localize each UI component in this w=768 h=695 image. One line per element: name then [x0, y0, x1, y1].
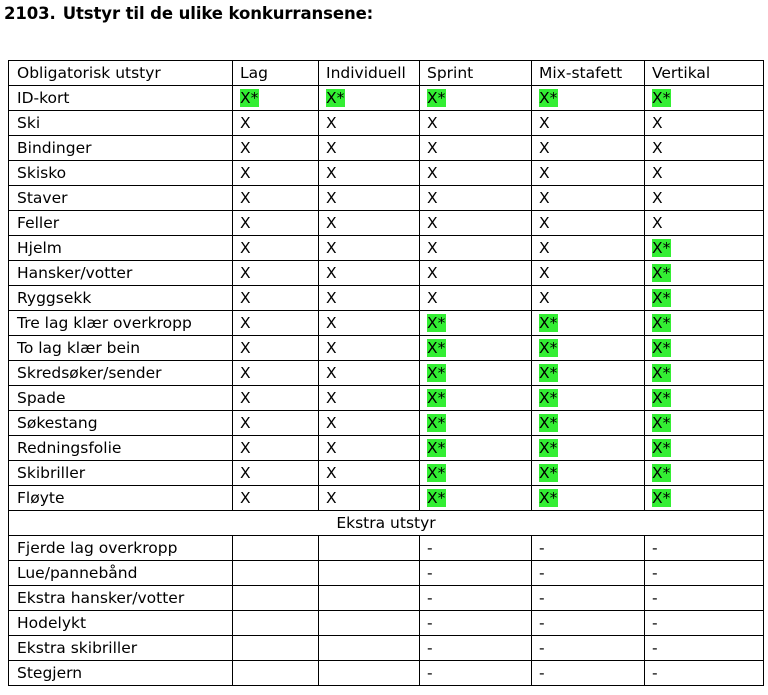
extra-equipment-name: Ekstra hansker/votter [9, 586, 233, 611]
section-number: 2103. [4, 4, 56, 23]
requirement-mark-highlighted: X* [539, 464, 558, 482]
requirement-cell [420, 261, 532, 286]
requirement-cell [319, 311, 420, 336]
col-header-lag: Lag [233, 61, 319, 86]
table-row [9, 86, 764, 111]
requirement-cell [532, 236, 645, 261]
requirement-mark: X [240, 389, 251, 407]
requirement-cell [319, 261, 420, 286]
requirement-mark-highlighted: X* [652, 439, 671, 457]
extra-requirement-cell: - [532, 661, 645, 686]
table-row [9, 536, 764, 561]
extra-requirement-cell: - [420, 536, 532, 561]
requirement-mark-highlighted: X* [427, 439, 446, 457]
requirement-mark: X [427, 264, 438, 282]
table-row [9, 411, 764, 436]
requirement-mark-highlighted: X* [427, 314, 446, 332]
requirement-cell [532, 136, 645, 161]
requirement-cell [420, 336, 532, 361]
requirement-cell [233, 311, 319, 336]
extra-requirement-cell: - [532, 586, 645, 611]
extra-requirement-cell [319, 636, 420, 661]
requirement-cell [420, 86, 532, 111]
requirement-cell [233, 136, 319, 161]
requirement-mark-highlighted: X* [427, 89, 446, 107]
requirement-mark: X [427, 239, 438, 257]
requirement-mark: X [539, 289, 550, 307]
requirement-cell [420, 461, 532, 486]
requirement-mark: X [326, 139, 337, 157]
extra-requirement-cell [319, 611, 420, 636]
requirement-cell [532, 486, 645, 511]
requirement-mark: X [326, 414, 337, 432]
requirement-cell [532, 86, 645, 111]
equipment-name: Hjelm [9, 236, 233, 261]
equipment-name: Redningsfolie [9, 436, 233, 461]
requirement-mark: X [539, 114, 550, 132]
requirement-mark: X [240, 339, 251, 357]
mandatory-equipment-body [9, 86, 764, 511]
requirement-cell [233, 161, 319, 186]
equipment-name: Skisko [9, 161, 233, 186]
extra-requirement-cell: - [420, 586, 532, 611]
requirement-cell [319, 86, 420, 111]
requirement-cell [420, 236, 532, 261]
requirement-mark-highlighted: X* [652, 389, 671, 407]
equipment-name: Fløyte [9, 486, 233, 511]
requirement-cell [233, 336, 319, 361]
requirement-cell [319, 186, 420, 211]
requirement-mark-highlighted: X* [652, 289, 671, 307]
requirement-mark: X [240, 239, 251, 257]
requirement-cell [532, 461, 645, 486]
requirement-mark-highlighted: X* [652, 264, 671, 282]
requirement-cell [532, 386, 645, 411]
equipment-name: Skibriller [9, 461, 233, 486]
equipment-table [8, 60, 764, 686]
table-row [9, 161, 764, 186]
equipment-name: Ryggsekk [9, 286, 233, 311]
requirement-mark: X [427, 114, 438, 132]
table-row [9, 661, 764, 686]
requirement-cell [420, 286, 532, 311]
table-row [9, 486, 764, 511]
requirement-mark: X [539, 214, 550, 232]
extra-equipment-name: Lue/pannebånd [9, 561, 233, 586]
requirement-cell [645, 236, 764, 261]
requirement-cell [532, 211, 645, 236]
requirement-mark: X [539, 164, 550, 182]
extra-equipment-body [9, 536, 764, 686]
requirement-cell [319, 236, 420, 261]
requirement-mark: X [326, 489, 337, 507]
requirement-mark-highlighted: X* [652, 364, 671, 382]
requirement-cell [532, 436, 645, 461]
extra-requirement-cell [233, 561, 319, 586]
requirement-mark-highlighted: X* [539, 414, 558, 432]
requirement-mark-highlighted: X* [427, 339, 446, 357]
section-heading [4, 4, 373, 23]
extra-equipment-name: Fjerde lag overkropp [9, 536, 233, 561]
requirement-cell [233, 261, 319, 286]
requirement-cell [420, 436, 532, 461]
requirement-mark: X [326, 464, 337, 482]
requirement-mark-highlighted: X* [427, 364, 446, 382]
col-header-mix-stafett: Mix-stafett [532, 61, 645, 86]
equipment-name: To lag klær bein [9, 336, 233, 361]
requirement-cell [645, 411, 764, 436]
requirement-mark-highlighted: X* [539, 439, 558, 457]
requirement-cell [319, 211, 420, 236]
extra-requirement-cell [319, 561, 420, 586]
table-row [9, 261, 764, 286]
requirement-cell [532, 286, 645, 311]
equipment-name: Hansker/votter [9, 261, 233, 286]
requirement-cell [645, 111, 764, 136]
table-row [9, 361, 764, 386]
requirement-mark: X [326, 214, 337, 232]
requirement-mark-highlighted: X* [652, 489, 671, 507]
equipment-name: Ski [9, 111, 233, 136]
requirement-mark: X [539, 189, 550, 207]
requirement-cell [420, 486, 532, 511]
extra-requirement-cell [319, 536, 420, 561]
requirement-mark: X [240, 164, 251, 182]
extra-requirement-cell: - [645, 661, 764, 686]
requirement-mark-highlighted: X* [539, 389, 558, 407]
col-header-vertikal: Vertikal [645, 61, 764, 86]
requirement-cell [420, 161, 532, 186]
requirement-cell [233, 386, 319, 411]
requirement-cell [319, 436, 420, 461]
requirement-cell [420, 111, 532, 136]
requirement-cell [645, 311, 764, 336]
extra-section-label: Ekstra utstyr [9, 511, 764, 536]
requirement-cell [645, 136, 764, 161]
requirement-mark: X [652, 114, 663, 132]
requirement-mark: X [326, 164, 337, 182]
requirement-cell [233, 111, 319, 136]
table-row [9, 636, 764, 661]
requirement-cell [645, 261, 764, 286]
requirement-cell [645, 486, 764, 511]
extra-requirement-cell: - [645, 611, 764, 636]
requirement-mark: X [240, 314, 251, 332]
table-row [9, 586, 764, 611]
requirement-cell [645, 86, 764, 111]
table-row [9, 386, 764, 411]
requirement-mark: X [326, 189, 337, 207]
table-row [9, 561, 764, 586]
requirement-cell [645, 461, 764, 486]
requirement-mark: X [539, 239, 550, 257]
equipment-name: Bindinger [9, 136, 233, 161]
table-row [9, 461, 764, 486]
requirement-mark-highlighted: X* [539, 314, 558, 332]
requirement-cell [645, 186, 764, 211]
requirement-mark: X [240, 139, 251, 157]
requirement-cell [319, 461, 420, 486]
requirement-mark: X [326, 114, 337, 132]
requirement-mark: X [652, 139, 663, 157]
table-row [9, 186, 764, 211]
requirement-cell [233, 211, 319, 236]
table-row [9, 286, 764, 311]
requirement-cell [233, 361, 319, 386]
requirement-mark: X [652, 164, 663, 182]
requirement-cell [319, 111, 420, 136]
table-row [9, 236, 764, 261]
requirement-cell [532, 361, 645, 386]
requirement-mark: X [427, 139, 438, 157]
requirement-cell [420, 386, 532, 411]
extra-requirement-cell: - [420, 661, 532, 686]
equipment-name: Skredsøker/sender [9, 361, 233, 386]
equipment-name: ID-kort [9, 86, 233, 111]
requirement-cell [420, 136, 532, 161]
requirement-cell [645, 436, 764, 461]
requirement-mark: X [240, 189, 251, 207]
requirement-cell [645, 336, 764, 361]
table-row [9, 136, 764, 161]
section-title: Utstyr til de ulike konkurransene: [62, 4, 374, 23]
header-row [9, 61, 764, 86]
extra-section-row [9, 511, 764, 536]
requirement-mark: X [240, 464, 251, 482]
requirement-mark: X [240, 364, 251, 382]
requirement-cell [532, 411, 645, 436]
extra-section [9, 511, 764, 536]
extra-requirement-cell: - [420, 611, 532, 636]
table-row [9, 111, 764, 136]
requirement-cell [645, 286, 764, 311]
extra-requirement-cell [233, 536, 319, 561]
extra-requirement-cell: - [532, 561, 645, 586]
requirement-mark: X [240, 439, 251, 457]
requirement-mark: X [240, 289, 251, 307]
requirement-mark-highlighted: X* [652, 464, 671, 482]
extra-requirement-cell: - [645, 561, 764, 586]
extra-requirement-cell [233, 611, 319, 636]
requirement-mark: X [240, 414, 251, 432]
requirement-cell [233, 436, 319, 461]
requirement-mark: X [326, 439, 337, 457]
requirement-cell [420, 211, 532, 236]
requirement-mark: X [240, 114, 251, 132]
requirement-cell [645, 161, 764, 186]
requirement-mark-highlighted: X* [652, 239, 671, 257]
requirement-mark-highlighted: X* [240, 89, 259, 107]
requirement-mark: X [539, 264, 550, 282]
requirement-mark-highlighted: X* [539, 89, 558, 107]
extra-requirement-cell [233, 586, 319, 611]
requirement-cell [319, 386, 420, 411]
requirement-cell [233, 236, 319, 261]
requirement-cell [233, 461, 319, 486]
extra-requirement-cell: - [645, 636, 764, 661]
requirement-cell [420, 361, 532, 386]
requirement-cell [233, 286, 319, 311]
requirement-mark: X [427, 189, 438, 207]
requirement-mark: X [326, 339, 337, 357]
requirement-mark: X [326, 239, 337, 257]
requirement-cell [532, 186, 645, 211]
requirement-cell [319, 486, 420, 511]
requirement-cell [233, 186, 319, 211]
requirement-mark: X [326, 314, 337, 332]
requirement-cell [319, 411, 420, 436]
requirement-cell [645, 211, 764, 236]
requirement-mark-highlighted: X* [326, 89, 345, 107]
extra-requirement-cell: - [645, 536, 764, 561]
col-header-individuell: Individuell [319, 61, 420, 86]
requirement-cell [319, 136, 420, 161]
requirement-cell [532, 111, 645, 136]
col-header-sprint: Sprint [420, 61, 532, 86]
extra-requirement-cell [319, 586, 420, 611]
requirement-cell [233, 411, 319, 436]
requirement-mark-highlighted: X* [652, 414, 671, 432]
requirement-cell [645, 386, 764, 411]
equipment-name: Feller [9, 211, 233, 236]
requirement-cell [233, 486, 319, 511]
requirement-mark-highlighted: X* [652, 314, 671, 332]
requirement-mark-highlighted: X* [539, 489, 558, 507]
extra-equipment-name: Ekstra skibriller [9, 636, 233, 661]
extra-equipment-name: Hodelykt [9, 611, 233, 636]
requirement-mark: X [326, 264, 337, 282]
table-row [9, 311, 764, 336]
requirement-cell [532, 161, 645, 186]
requirement-cell [532, 261, 645, 286]
table-row [9, 436, 764, 461]
equipment-name: Staver [9, 186, 233, 211]
requirement-mark: X [326, 289, 337, 307]
requirement-mark: X [326, 364, 337, 382]
requirement-mark: X [539, 139, 550, 157]
extra-equipment-name: Stegjern [9, 661, 233, 686]
equipment-name: Søkestang [9, 411, 233, 436]
requirement-cell [420, 411, 532, 436]
table-row [9, 211, 764, 236]
extra-requirement-cell: - [532, 536, 645, 561]
requirement-mark-highlighted: X* [427, 389, 446, 407]
requirement-mark-highlighted: X* [427, 414, 446, 432]
requirement-cell [319, 286, 420, 311]
requirement-mark-highlighted: X* [539, 339, 558, 357]
equipment-name: Tre lag klær overkropp [9, 311, 233, 336]
col-header-equipment: Obligatorisk utstyr [9, 61, 233, 86]
requirement-cell [420, 186, 532, 211]
requirement-cell [532, 336, 645, 361]
extra-requirement-cell [319, 661, 420, 686]
extra-requirement-cell: - [420, 561, 532, 586]
requirement-mark: X [326, 389, 337, 407]
requirement-mark: X [652, 214, 663, 232]
requirement-mark-highlighted: X* [539, 364, 558, 382]
requirement-cell [532, 311, 645, 336]
requirement-mark: X [240, 264, 251, 282]
requirement-mark: X [427, 164, 438, 182]
extra-requirement-cell: - [532, 611, 645, 636]
extra-requirement-cell: - [645, 586, 764, 611]
extra-requirement-cell: - [420, 636, 532, 661]
requirement-cell [319, 161, 420, 186]
table-row [9, 336, 764, 361]
requirement-cell [645, 361, 764, 386]
requirement-cell [319, 361, 420, 386]
requirement-mark-highlighted: X* [652, 339, 671, 357]
requirement-cell [420, 311, 532, 336]
requirement-mark: X [240, 489, 251, 507]
requirement-mark-highlighted: X* [427, 464, 446, 482]
requirement-mark: X [652, 189, 663, 207]
extra-requirement-cell [233, 636, 319, 661]
extra-requirement-cell: - [532, 636, 645, 661]
requirement-cell [233, 86, 319, 111]
requirement-mark: X [240, 214, 251, 232]
requirement-mark-highlighted: X* [427, 489, 446, 507]
table-row [9, 611, 764, 636]
requirement-mark-highlighted: X* [652, 89, 671, 107]
requirement-mark: X [427, 214, 438, 232]
equipment-name: Spade [9, 386, 233, 411]
requirement-mark: X [427, 289, 438, 307]
extra-requirement-cell [233, 661, 319, 686]
requirement-cell [319, 336, 420, 361]
